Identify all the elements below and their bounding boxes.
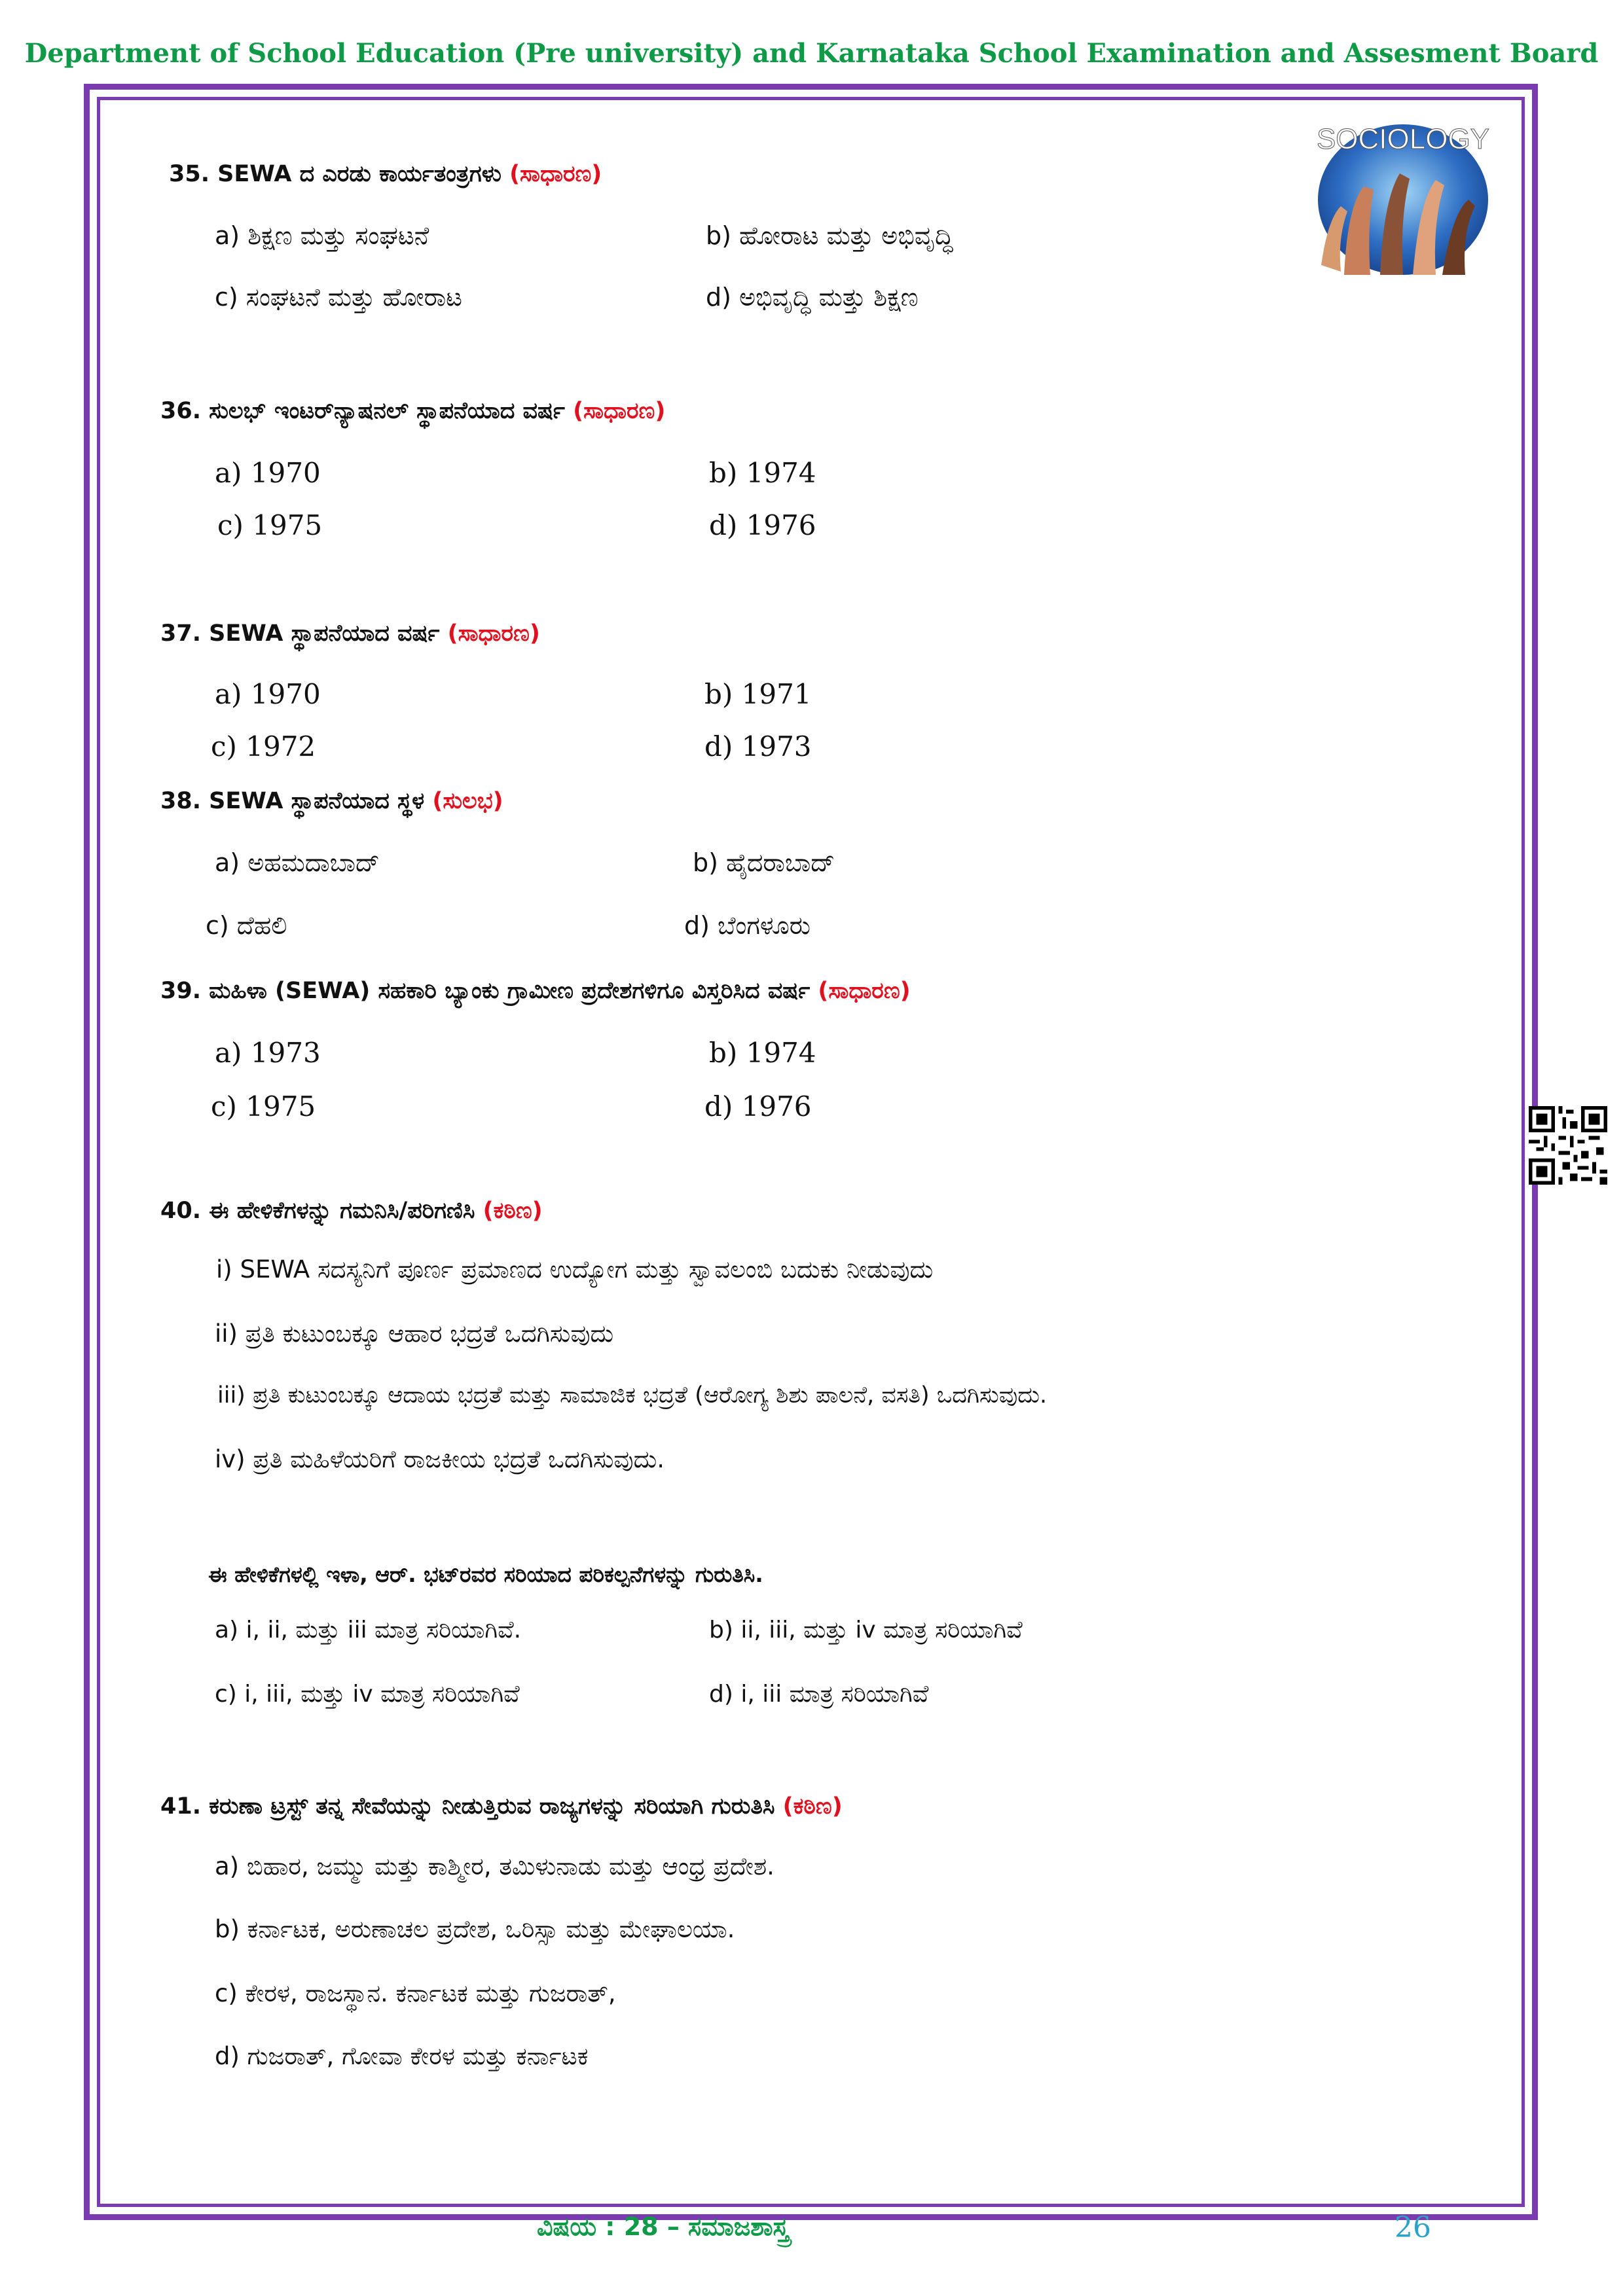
- q37-option-a: a) 1970: [215, 678, 321, 710]
- q40-option-b: b) ii, iii, ಮತ್ತು iv ಮಾತ್ರ ಸರಿಯಾಗಿವೆ: [709, 1617, 1023, 1643]
- q40-option-a: a) i, ii, ಮತ್ತು iii ಮಾತ್ರ ಸರಿಯಾಗಿವೆ.: [215, 1617, 522, 1643]
- question-41: [160, 1793, 843, 1820]
- question-36-title: 36. ಸುಲಭ್ ಇಂಟರ್‌ನ್ಯಾಷನಲ್ ಸ್ಥಾಪನೆಯಾದ ವರ್ಷ: [160, 398, 565, 424]
- q41-option-d: d) ಗುಜರಾತ್, ಗೋವಾ ಕೇರಳ ಮತ್ತು ಕರ್ನಾಟಕ: [215, 2042, 589, 2070]
- q37-option-c: c) 1972: [211, 730, 316, 762]
- q35-option-c: c) ಸಂಘಟನೆ ಮತ್ತು ಹೋರಾಟ: [215, 283, 462, 312]
- q40-statement-4: iv) ಪ್ರತಿ ಮಹಿಳೆಯರಿಗೆ ರಾಜಕೀಯ ಭದ್ರತೆ ಒದಗಿಸುವುದು.: [215, 1445, 665, 1473]
- question-39-level: (ಸಾಧಾರಣ): [818, 978, 911, 1004]
- q38-option-d: d) ಬೆಂಗಳೂರು: [684, 911, 811, 940]
- q38-option-a: a) ಅಹಮದಾಬಾದ್: [215, 848, 380, 877]
- question-40: [160, 1198, 543, 1224]
- sociology-logo: [1308, 108, 1498, 278]
- q40-prompt: ಈ ಹೇಳಿಕೆಗಳಲ್ಲಿ ಇಳಾ, ಆರ್. ಭಟ್‌ರವರ ಸರಿಯಾದ ಪರಿಕಲ್ಪನೆಗಳನ್ನು ಗುರುತಿಸಿ.: [208, 1562, 763, 1587]
- question-35-level: (ಸಾಧಾರಣ): [509, 161, 602, 187]
- q37-option-b: b) 1971: [704, 678, 812, 710]
- q38-option-c: c) ದೆಹಲಿ: [206, 911, 287, 940]
- q35-option-b: b) ಹೋರಾಟ ಮತ್ತು ಅಭಿವೃದ್ಧಿ: [706, 221, 953, 250]
- q40-option-d: d) i, iii ಮಾತ್ರ ಸರಿಯಾಗಿವೆ: [709, 1681, 929, 1708]
- question-38: [160, 788, 503, 814]
- q41-option-a: a) ಬಿಹಾರ, ಜಮ್ಮು ಮತ್ತು ಕಾಶ್ಮೀರ, ತಮಿಳುನಾಡು ಮತ್ತು ಆಂಧ್ರ ಪ್ರದೇಶ.: [215, 1852, 775, 1880]
- question-35-title: 35. SEWA ದ ಎರಡು ಕಾರ್ಯತಂತ್ರಗಳು: [169, 161, 501, 187]
- q40-option-c: c) i, iii, ಮತ್ತು iv ಮಾತ್ರ ಸರಿಯಾಗಿವೆ: [215, 1681, 520, 1708]
- q35-option-d: d) ಅಭಿವೃದ್ಧಿ ಮತ್ತು ಶಿಕ್ಷಣ: [706, 283, 919, 312]
- q36-option-b: b) 1974: [709, 457, 816, 489]
- page-header: Department of School Education (Pre university) and Karnataka School Examination and Assesment Board: [24, 38, 1599, 69]
- question-37-level: (ಸಾಧಾರಣ): [447, 620, 540, 647]
- q41-option-b: b) ಕರ್ನಾಟಕ, ಅರುಣಾಚಲ ಪ್ರದೇಶ, ಒರಿಸ್ಸಾ ಮತ್ತು ಮೇಘಾಲಯಾ.: [215, 1915, 735, 1943]
- qr-code: [1529, 1106, 1607, 1185]
- q39-option-a: a) 1973: [215, 1037, 321, 1069]
- question-41-title: 41. ಕರುಣಾ ಟ್ರಸ್ಟ್ ತನ್ನ ಸೇವೆಯನ್ನು ನೀಡುತ್ತಿರುವ ರಾಜ್ಯಗಳನ್ನು ಸರಿಯಾಗಿ ಗುರುತಿಸಿ: [160, 1793, 775, 1820]
- question-40-level: (ಕಠಿಣ): [483, 1198, 543, 1224]
- q36-option-d: d) 1976: [709, 509, 816, 541]
- page-number: 26: [1395, 2211, 1431, 2244]
- q39-option-d: d) 1976: [704, 1090, 812, 1122]
- page-footer-subject: ವಿಷಯ : 28 – ಸಮಾಜಶಾಸ್ತ್ರ: [537, 2212, 790, 2241]
- q35-option-a: a) ಶಿಕ್ಷಣ ಮತ್ತು ಸಂಘಟನೆ: [215, 221, 429, 250]
- q39-option-c: c) 1975: [211, 1090, 316, 1122]
- question-41-level: (ಕಠಿಣ): [782, 1793, 843, 1820]
- question-37: [160, 620, 540, 647]
- q38-option-b: b) ಹೈದರಾಬಾದ್: [693, 848, 835, 877]
- q36-option-c: c) 1975: [217, 509, 323, 541]
- q40-statement-2: ii) ಪ್ರತಿ ಕುಟುಂಬಕ್ಕೂ ಆಹಾರ ಭದ್ರತೆ ಒದಗಿಸುವುದು: [215, 1319, 614, 1348]
- question-37-title: 37. SEWA ಸ್ಥಾಪನೆಯಾದ ವರ್ಷ: [160, 620, 440, 647]
- q40-statement-1: i) SEWA ಸದಸ್ಯನಿಗೆ ಪೂರ್ಣ ಪ್ರಮಾಣದ ಉದ್ಯೋಗ ಮತ್ತು ಸ್ವಾವಲಂಬಿ ಬದುಕು ನೀಡುವುದು: [216, 1255, 934, 1283]
- question-38-title: 38. SEWA ಸ್ಥಾಪನೆಯಾದ ಸ್ಥಳ: [160, 788, 425, 814]
- question-39-title: 39. ಮಹಿಳಾ (SEWA) ಸಹಕಾರಿ ಬ್ಯಾಂಕು ಗ್ರಾಮೀಣ ಪ್ರದೇಶಗಳಿಗೂ ವಿಸ್ತರಿಸಿದ ವರ್ಷ: [160, 978, 811, 1004]
- q40-statement-3: iii) ಪ್ರತಿ ಕುಟುಂಬಕ್ಕೂ ಆದಾಯ ಭದ್ರತೆ ಮತ್ತು ಸಾಮಾಜಿಕ ಭದ್ರತೆ (ಆರೋಗ್ಯ ಶಿಶು ಪಾಲನೆ, ವಸತಿ) ಒದಗಿಸುವುದು.: [217, 1382, 1048, 1408]
- question-36-level: (ಸಾಧಾರಣ): [573, 398, 666, 424]
- question-38-level: (ಸುಲಭ): [432, 788, 503, 814]
- q37-option-d: d) 1973: [704, 730, 812, 762]
- q36-option-a: a) 1970: [215, 457, 321, 489]
- question-35: [169, 161, 602, 187]
- q39-option-b: b) 1974: [709, 1037, 816, 1069]
- question-36: [160, 398, 665, 424]
- question-39: [160, 978, 911, 1004]
- logo-text: SOCIOLOGY: [1316, 123, 1490, 155]
- question-40-title: 40. ಈ ಹೇಳಿಕೆಗಳನ್ನು ಗಮನಿಸಿ/ಪರಿಗಣಿಸಿ: [160, 1198, 475, 1224]
- q41-option-c: c) ಕೇರಳ, ರಾಜಸ್ಥಾನ. ಕರ್ನಾಟಕ ಮತ್ತು ಗುಜರಾತ್,: [215, 1979, 616, 2007]
